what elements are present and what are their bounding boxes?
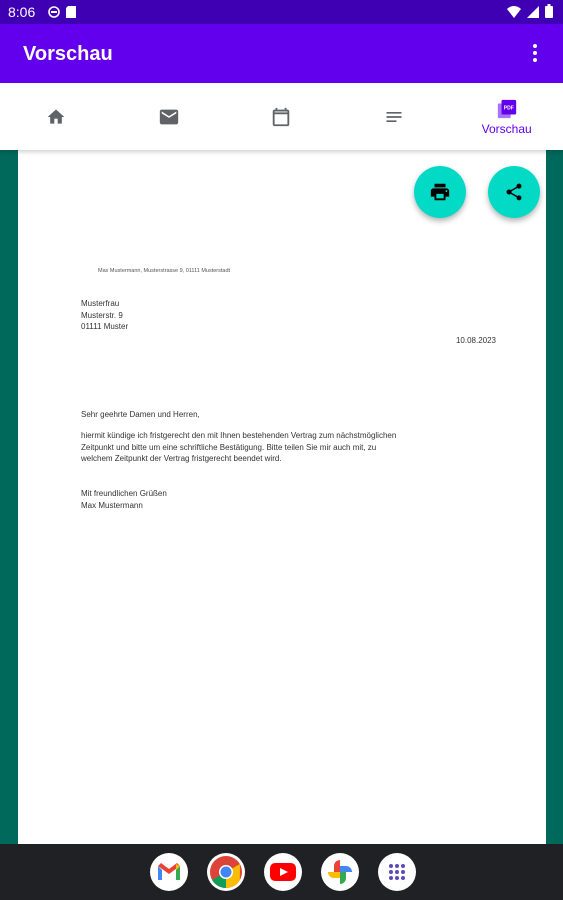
chrome-icon bbox=[209, 855, 243, 889]
print-button[interactable] bbox=[414, 166, 466, 218]
sd-card-icon bbox=[66, 5, 76, 23]
tab-preview-label: Vorschau bbox=[481, 121, 532, 136]
closing-signature: Max Mustermann bbox=[81, 500, 143, 510]
photos-icon bbox=[327, 859, 353, 885]
tab-home[interactable] bbox=[0, 83, 113, 150]
notes-icon bbox=[384, 107, 404, 127]
overflow-menu-button[interactable] bbox=[523, 41, 547, 65]
body-line: welchem Zeitpunkt der Vertrag fristgerecht beendet wird. bbox=[81, 454, 282, 463]
tab-calendar[interactable] bbox=[225, 83, 338, 150]
page-title: Vorschau bbox=[23, 43, 113, 65]
status-bar bbox=[0, 0, 563, 24]
app-dock bbox=[150, 853, 416, 891]
recipient-name: Musterfrau bbox=[81, 299, 120, 308]
svg-text:PDF: PDF bbox=[503, 104, 514, 111]
recipient-city: 01111 Muster bbox=[81, 322, 129, 331]
more-vert-icon bbox=[523, 41, 547, 65]
mail-icon bbox=[158, 106, 180, 128]
youtube-icon bbox=[270, 863, 296, 881]
calendar-icon bbox=[270, 106, 292, 128]
share-button[interactable] bbox=[488, 166, 540, 218]
recipient-address bbox=[81, 298, 128, 333]
tab-preview[interactable] bbox=[450, 83, 563, 150]
chrome-app[interactable] bbox=[207, 853, 245, 891]
letter-date: 10.08.2023 bbox=[455, 336, 496, 345]
app-drawer[interactable] bbox=[378, 853, 416, 891]
share-icon bbox=[504, 182, 524, 202]
print-icon bbox=[429, 181, 451, 203]
recipient-street: Musterstr. 9 bbox=[81, 310, 123, 320]
gmail-icon bbox=[157, 862, 181, 882]
battery-icon bbox=[545, 4, 553, 23]
sender-line: Max Mustermann, Musterstrasse 9, 01111 Musterstadt bbox=[98, 268, 231, 274]
signal-icon bbox=[527, 5, 539, 23]
status-time: 8:06 bbox=[8, 4, 36, 20]
apps-icon bbox=[388, 863, 406, 881]
closing bbox=[81, 488, 167, 511]
letter-body bbox=[81, 430, 461, 465]
youtube-app[interactable] bbox=[264, 853, 302, 891]
photos-app[interactable] bbox=[321, 853, 359, 891]
tab-mail[interactable] bbox=[113, 83, 226, 150]
pdf-icon bbox=[496, 98, 518, 120]
home-icon bbox=[46, 107, 66, 127]
wifi-icon bbox=[507, 5, 521, 23]
body-line: hiermit kündige ich fristgerecht den mit Ihnen bestehenden Vertrag zum nächstmöglichen bbox=[81, 431, 397, 440]
data-saver-icon bbox=[48, 5, 60, 23]
salutation: Sehr geehrte Damen und Herren, bbox=[81, 410, 200, 419]
app-bar bbox=[0, 24, 563, 83]
closing-greeting: Mit freundlichen Grüßen bbox=[81, 489, 167, 498]
gmail-app[interactable] bbox=[150, 853, 188, 891]
document-page[interactable] bbox=[18, 150, 546, 844]
tab-text[interactable] bbox=[338, 83, 451, 150]
body-line: Zeitpunkt und bitte um eine schriftliche Bestätigung. Bitte teilen Sie mir auch mit, zu bbox=[81, 442, 377, 452]
taskbar bbox=[0, 844, 563, 900]
tab-bar bbox=[0, 83, 563, 150]
preview-area bbox=[0, 150, 563, 844]
